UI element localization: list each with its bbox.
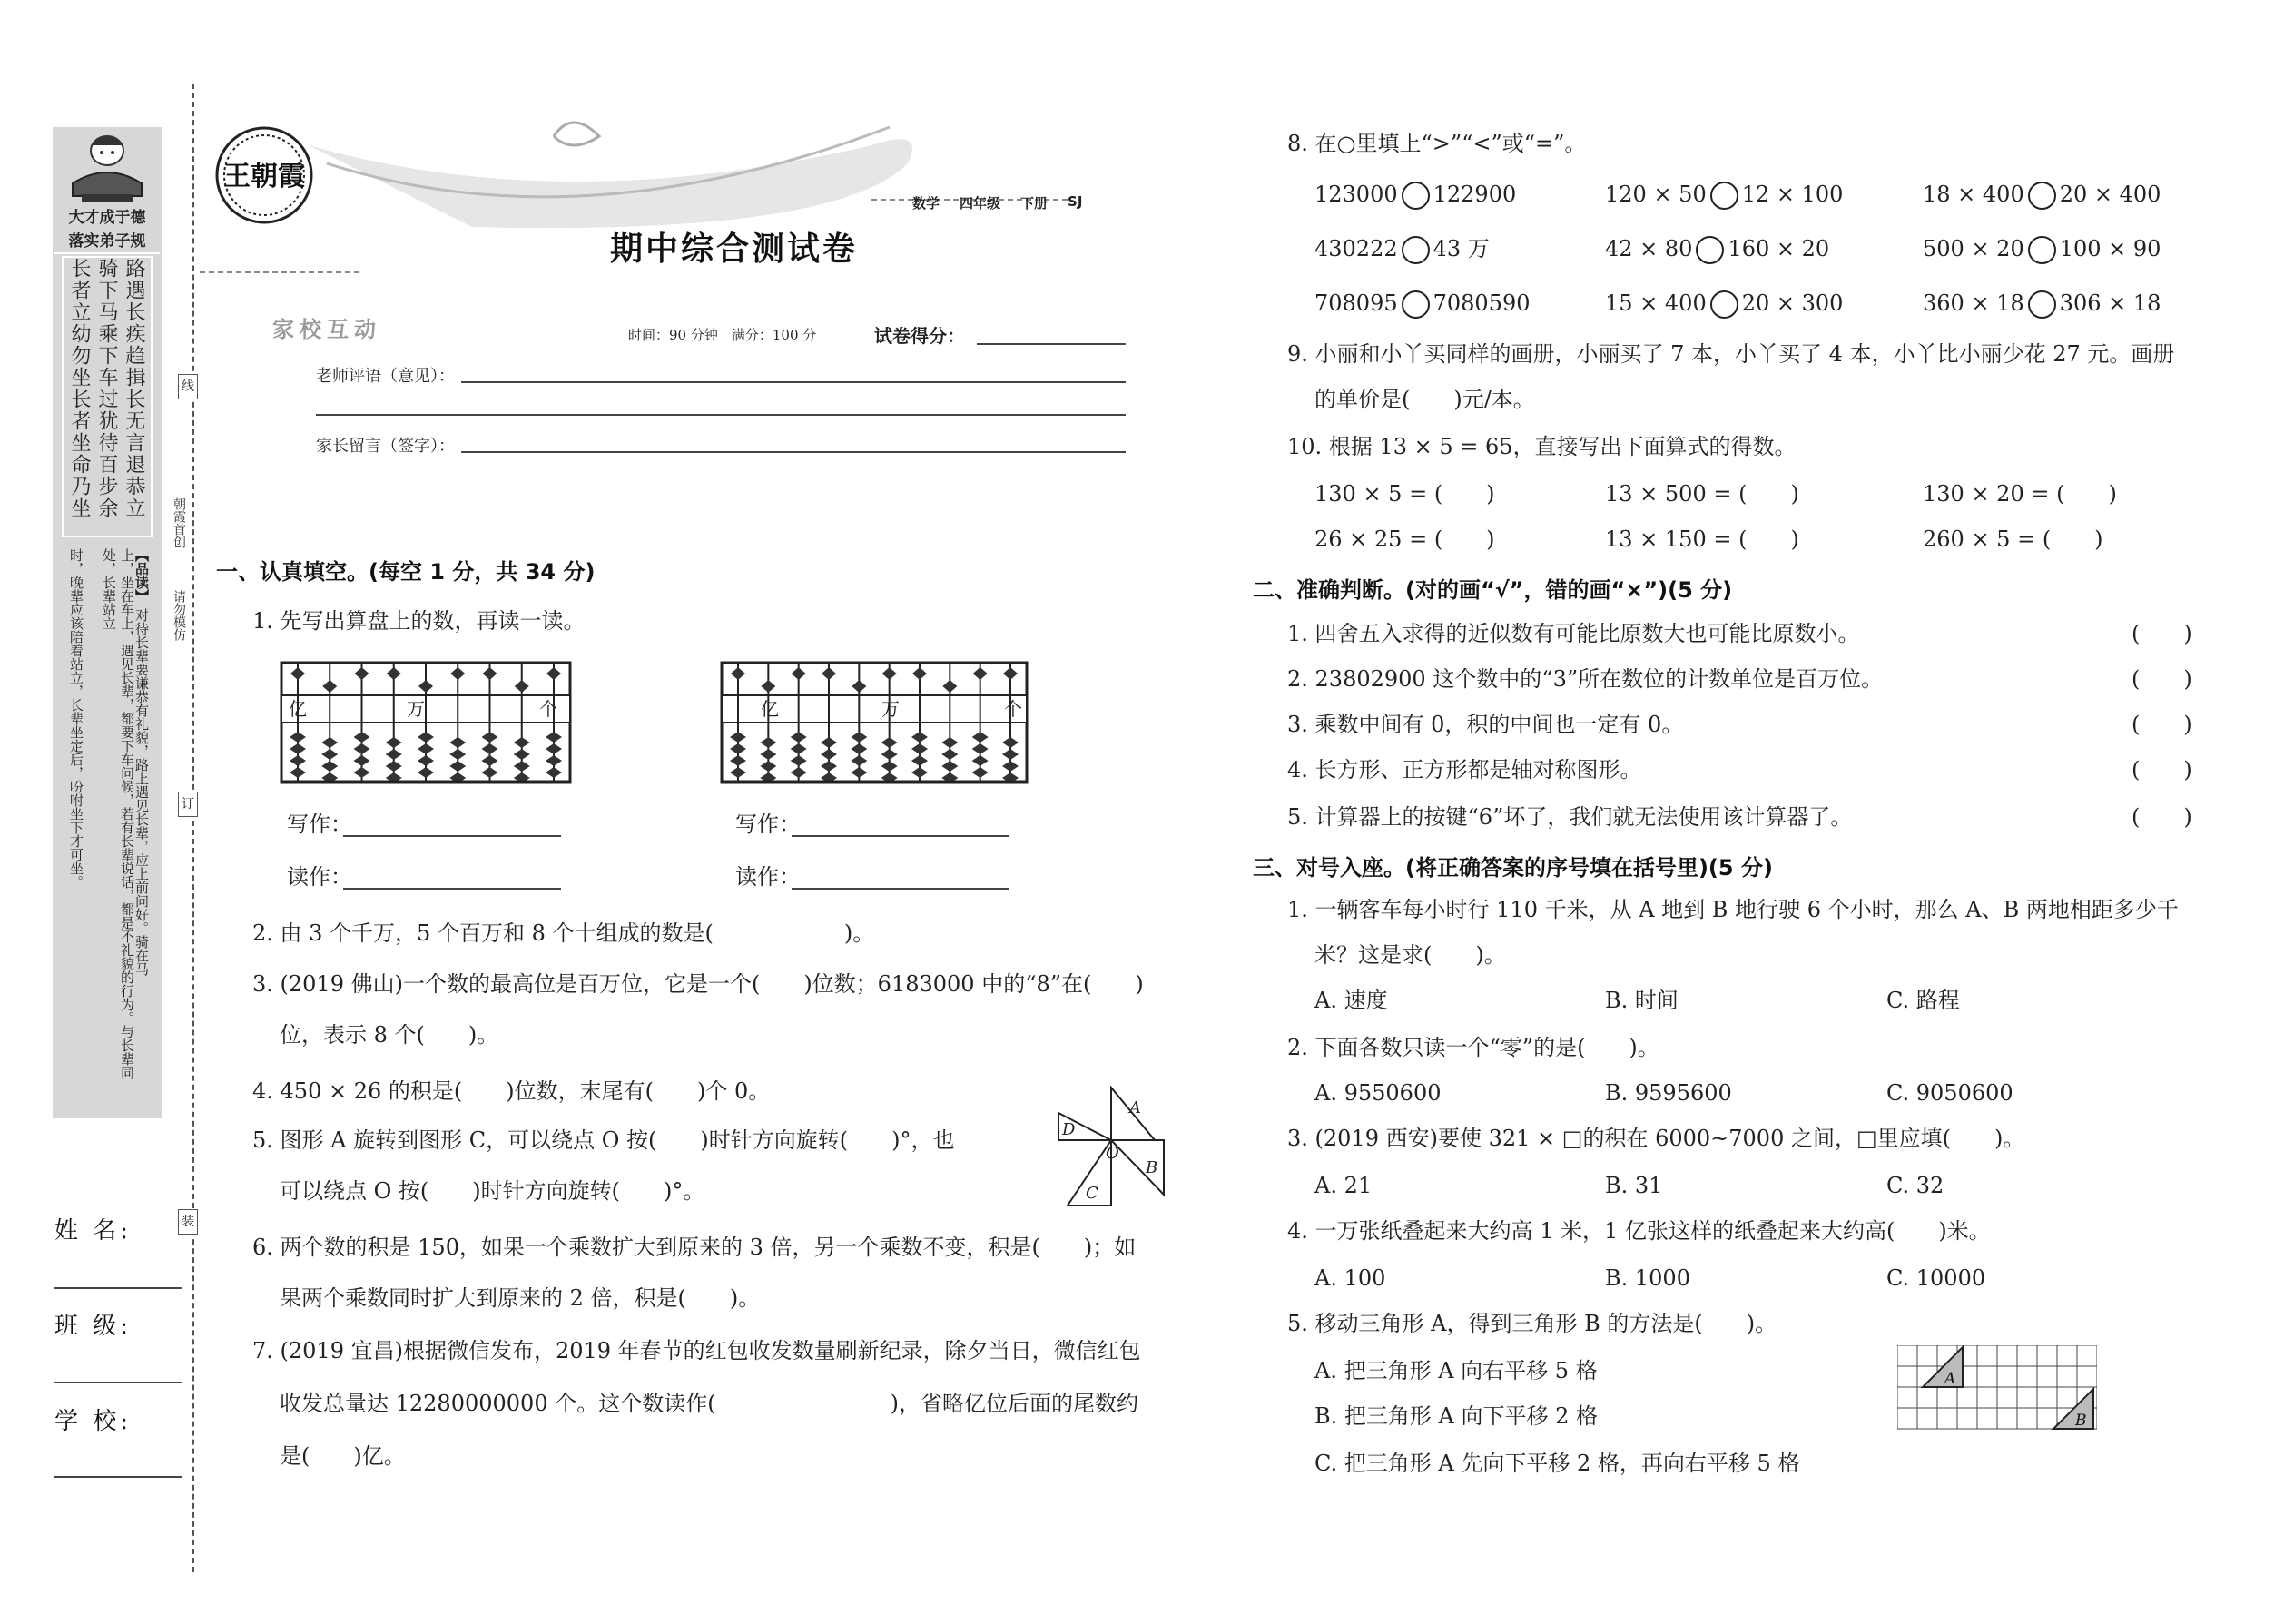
judge-5: 5. 计算器上的按键“6”坏了，我们就无法使用该计算器了。 [1287,804,1853,830]
teacher-comment-label: 老师评语（意见）： [316,367,455,386]
school-field[interactable] [54,1476,182,1478]
q8-right-operand: 43 万 [1433,236,1490,261]
q8-left-operand: 15 × 400 [1605,290,1707,316]
q8-right-operand: 100 × 90 [2059,236,2161,261]
q8-comparison-r3c1 [1314,289,1531,319]
abacus-1-write-label: 写作： [287,812,352,837]
q8-answer-circle[interactable] [2028,182,2056,210]
motto-line-2: 落实弟子规 [68,232,146,251]
q8-comparison-r3c2 [1605,289,1843,319]
q4-text: 4. 450 × 26 的积是( )位数，末尾有( )个 0。 [252,1078,771,1104]
header-ribbon-decoration [200,109,1180,318]
choice-5-text: 5. 移动三角形 A，得到三角形 B 的方法是( )。 [1287,1311,1777,1336]
choice-4-opt-c[interactable]: C. 10000 [1886,1265,1986,1291]
choice-4-text: 4. 一万张纸叠起来大约高 1 米，1 亿张这样的纸叠起来大约高( )米。 [1287,1218,1991,1244]
q8-right-operand: 160 × 20 [1728,236,1830,261]
q8-left-operand: 430222 [1314,236,1398,261]
q8-comparison-r2c3 [1923,234,2161,264]
choice-3-opt-b[interactable]: B. 31 [1605,1173,1663,1198]
choice-2-text: 2. 下面各数只读一个“零”的是( )。 [1287,1035,1659,1060]
rot-label-B: B [1146,1158,1158,1177]
judge-1-answer[interactable]: ( ) [2132,621,2192,646]
cut-mark-3: 装 [178,1209,198,1235]
q8-comparison-r1c3 [1923,180,2161,210]
judge-3: 3. 乘数中间有 0，积的中间也一定有 0。 [1287,712,1684,737]
pindu-col-1: 对待长辈要谦恭有礼貌，路上遇见长辈，应上前问好。骑在马 [133,608,150,976]
motto-line-1: 大才成于德 [68,209,146,227]
grid-label-B: B [2075,1412,2087,1430]
subject-tags: 数学 四年级 下册 SJ [912,193,1083,212]
choice-1-opt-c[interactable]: C. 路程 [1886,988,1960,1013]
verse-col-1: 路遇长疾趋揖长无言退恭立 [123,258,145,519]
q8-right-operand: 12 × 100 [1741,182,1844,207]
q8-comparison-r1c2 [1605,180,1843,210]
abacus-1-read-label: 读作： [287,864,352,890]
q8-left-operand: 360 × 18 [1923,290,2024,316]
teacher-comment-field-2[interactable] [316,414,1126,416]
choice-1-opt-a[interactable]: A. 速度 [1314,988,1388,1013]
svg-text:王朝霞: 王朝霞 [223,161,305,192]
rot-label-C: C [1086,1184,1098,1203]
score-label: 试卷得分： [874,325,965,347]
q8-answer-circle[interactable] [1402,290,1430,319]
judge-4: 4. 长方形、正方形都是轴对称图形。 [1287,757,1642,782]
copyright-1: 朝霞首创 [172,497,186,548]
teacher-comment-field[interactable] [461,381,1126,383]
abacus-1-label-ge: 个 [539,698,557,720]
abacus-1-label-wan: 万 [407,698,425,720]
choice-4-opt-b[interactable]: B. 1000 [1605,1265,1690,1291]
choice-3-opt-c[interactable]: C. 32 [1886,1173,1944,1198]
q2-text: 2. 由 3 个千万，5 个百万和 8 个十组成的数是( )。 [252,920,875,946]
abacus-1-label-yi: 亿 [289,698,307,720]
q8-comparison-r2c1 [1314,234,1490,264]
q9-text-line1: 9. 小丽和小丫买同样的画册，小丽买了 7 本，小丫买了 4 本，小丫比小丽少花 27 元。画册 [1287,341,2175,367]
abacus-2-write-field[interactable] [792,835,1009,837]
brand-logo-icon [214,125,314,225]
name-field[interactable] [54,1287,182,1289]
choice-5-opt-b[interactable]: B. 把三角形 A 向下平移 2 格 [1314,1403,1599,1429]
choice-5-opt-a[interactable]: A. 把三角形 A 向右平移 5 格 [1314,1358,1598,1383]
abacus-1 [280,661,572,784]
choice-1-line2: 米？这是求( )。 [1314,942,1506,968]
q1-text: 1. 先写出算盘上的数，再读一读。 [252,608,586,634]
rot-label-O: O [1106,1144,1119,1163]
q10-item-6: 260 × 5 = ( ) [1923,527,2103,552]
q8-answer-circle[interactable] [2028,290,2056,319]
q10-item-2: 13 × 500 = ( ) [1605,481,1799,507]
name-label: 姓 名: [54,1217,133,1245]
home-school-label: 家校互动 [272,317,381,342]
q8-answer-circle[interactable] [2028,236,2056,264]
choice-3-opt-a[interactable]: A. 21 [1314,1173,1373,1198]
rot-label-D: D [1062,1120,1076,1139]
q8-left-operand: 120 × 50 [1605,182,1707,207]
section-2-heading: 二、准确判断。(对的画“√”，错的画“×”)(5 分) [1253,577,1733,603]
grid-label-A: A [1944,1370,1956,1388]
judge-3-answer[interactable]: ( ) [2132,712,2192,737]
q8-left-operand: 708095 [1314,290,1398,316]
abacus-2-write-label: 写作： [735,812,801,837]
q8-text: 8. 在○里填上“>”“<”或“=”。 [1287,131,1587,156]
q10-item-4: 26 × 25 = ( ) [1314,527,1495,552]
q7-text-line2: 收发总量达 12280000000 个。这个数读作( )，省略亿位后面的尾数约 [280,1391,1138,1416]
q8-left-operand: 123000 [1314,182,1398,207]
cut-mark-1: 线 [178,374,198,399]
q8-answer-circle[interactable] [1402,182,1430,210]
q8-comparison-r1c1 [1314,180,1516,210]
choice-2-opt-a[interactable]: A. 9550600 [1314,1080,1442,1106]
choice-4-opt-a[interactable]: A. 100 [1314,1265,1386,1291]
q8-right-operand: 20 × 300 [1741,290,1844,316]
abacus-2-label-ge: 个 [1004,698,1022,720]
q8-right-operand: 7080590 [1433,290,1531,316]
abacus-2-label-wan: 万 [881,698,900,720]
q8-comparison-r3c3 [1923,289,2161,319]
q8-left-operand: 18 × 400 [1923,182,2024,207]
binding-cut-line [192,84,194,1572]
q7-text-line1: 7. (2019 宜昌)根据微信发布，2019 年春节的红包收发数量刷新纪录，除夕当日，微信红包 [252,1338,1141,1363]
q8-comparison-r2c2 [1605,234,1829,264]
copyright-2: 请勿模仿 [172,590,186,641]
class-label: 班 级: [54,1313,133,1340]
translation-grid-figure [1897,1345,2097,1445]
q8-left-operand: 42 × 80 [1605,236,1693,261]
rotation-figure [1035,1086,1198,1213]
judge-4-answer[interactable]: ( ) [2132,757,2192,782]
time-info: 时间：90 分钟 满分：100 分 [628,327,817,343]
q8-answer-circle[interactable] [1696,236,1724,264]
abacus-2-read-label: 读作： [735,864,801,890]
choice-1-line1: 1. 一辆客车每小时行 110 千米，从 A 地到 B 地行驶 6 个小时，那么 A、B 两地相距多少千 [1287,897,2179,922]
q5-text-line2: 可以绕点 O 按( )时针方向旋转( )°。 [280,1178,705,1204]
section-3-heading: 三、对号入座。(将正确答案的序号填在括号里)(5 分) [1253,855,1773,881]
pindu-col-2: 上，坐在车上，遇见长辈，都要下车问候，若有长辈说话，都是不礼貌的行为。与长辈同处，长辈站立 [101,548,135,1079]
judge-5-answer[interactable]: ( ) [2132,804,2192,830]
choice-2-opt-c[interactable]: C. 9050600 [1886,1080,2013,1106]
score-field[interactable] [977,343,1126,345]
verse-col-2: 骑下马乘下车过犹待百步余 [95,258,118,519]
abacus-2-read-field[interactable] [792,888,1009,890]
q8-right-operand: 306 × 18 [2059,290,2161,316]
verse-col-3: 长者立幼勿坐长者坐命乃坐 [68,258,91,519]
school-label: 学 校: [54,1408,133,1435]
judge-2: 2. 23802900 这个数中的“3”所在数位的计数单位是百万位。 [1287,666,1884,692]
section-1-heading: 一、认真填空。(每空 1 分，共 34 分) [216,559,596,585]
q7-text-line3: 是( )亿。 [280,1443,406,1469]
q5-text-line1: 5. 图形 A 旋转到图形 C，可以绕点 O 按( )时针方向旋转( )°，也 [252,1127,955,1153]
abacus-2-label-yi: 亿 [761,698,779,720]
pindu-col-3: 时，晚辈应该陪着站立，长辈坐定后，吩咐坐下才可坐。 [68,548,84,889]
q10-item-3: 130 × 20 = ( ) [1923,481,2117,507]
q10-item-1: 130 × 5 = ( ) [1314,481,1495,507]
abacus-1-read-field[interactable] [343,888,561,890]
q8-left-operand: 500 × 20 [1923,236,2024,261]
q8-answer-circle[interactable] [1402,236,1430,264]
parent-comment-label: 家长留言（签字）： [316,437,455,456]
q3-text-line1: 3. (2019 佛山)一个数的最高位是百万位，它是一个( )位数；6183000 中的“8”在( ) [252,971,1144,997]
q3-text-line2: 位，表示 8 个( )。 [280,1022,499,1048]
q10-text: 10. 根据 13 × 5 = 65，直接写出下面算式的得数。 [1287,434,1797,459]
q9-text-line2: 的单价是( )元/本。 [1314,387,1535,412]
q8-answer-circle[interactable] [1710,182,1738,210]
choice-2-opt-b[interactable]: B. 9595600 [1605,1080,1732,1106]
pindu-label: 【品读】 [133,548,150,603]
choice-1-opt-b[interactable]: B. 时间 [1605,988,1679,1013]
q6-text-line1: 6. 两个数的积是 150，如果一个乘数扩大到原来的 3 倍，另一个乘数不变，积是( )；如 [252,1235,1137,1260]
q10-item-5: 13 × 150 = ( ) [1605,527,1799,552]
class-field[interactable] [54,1382,182,1383]
judge-2-answer[interactable]: ( ) [2132,666,2192,692]
q6-text-line2: 果两个乘数同时扩大到原来的 2 倍，积是( )。 [280,1285,761,1311]
page-title: 期中综合测试卷 [610,230,859,268]
cut-mark-2: 订 [178,792,198,817]
q8-answer-circle[interactable] [1710,290,1738,319]
q8-right-operand: 122900 [1433,182,1517,207]
judge-1: 1. 四舍五入求得的近似数有可能比原数大也可能比原数小。 [1287,621,1860,646]
scholar-mascot-icon [54,129,160,205]
choice-3-text: 3. (2019 西安)要使 321 × □的积在 6000~7000 之间，□里应填( )。 [1287,1126,2025,1151]
q8-right-operand: 20 × 400 [2059,182,2161,207]
abacus-1-write-field[interactable] [343,835,561,837]
rot-label-A: A [1129,1098,1141,1117]
dizigui-verse [62,256,153,537]
parent-comment-field[interactable] [461,451,1126,453]
choice-5-opt-c[interactable]: C. 把三角形 A 先向下平移 2 格，再向右平移 5 格 [1314,1451,1800,1476]
pindu-commentary [60,548,156,1111]
